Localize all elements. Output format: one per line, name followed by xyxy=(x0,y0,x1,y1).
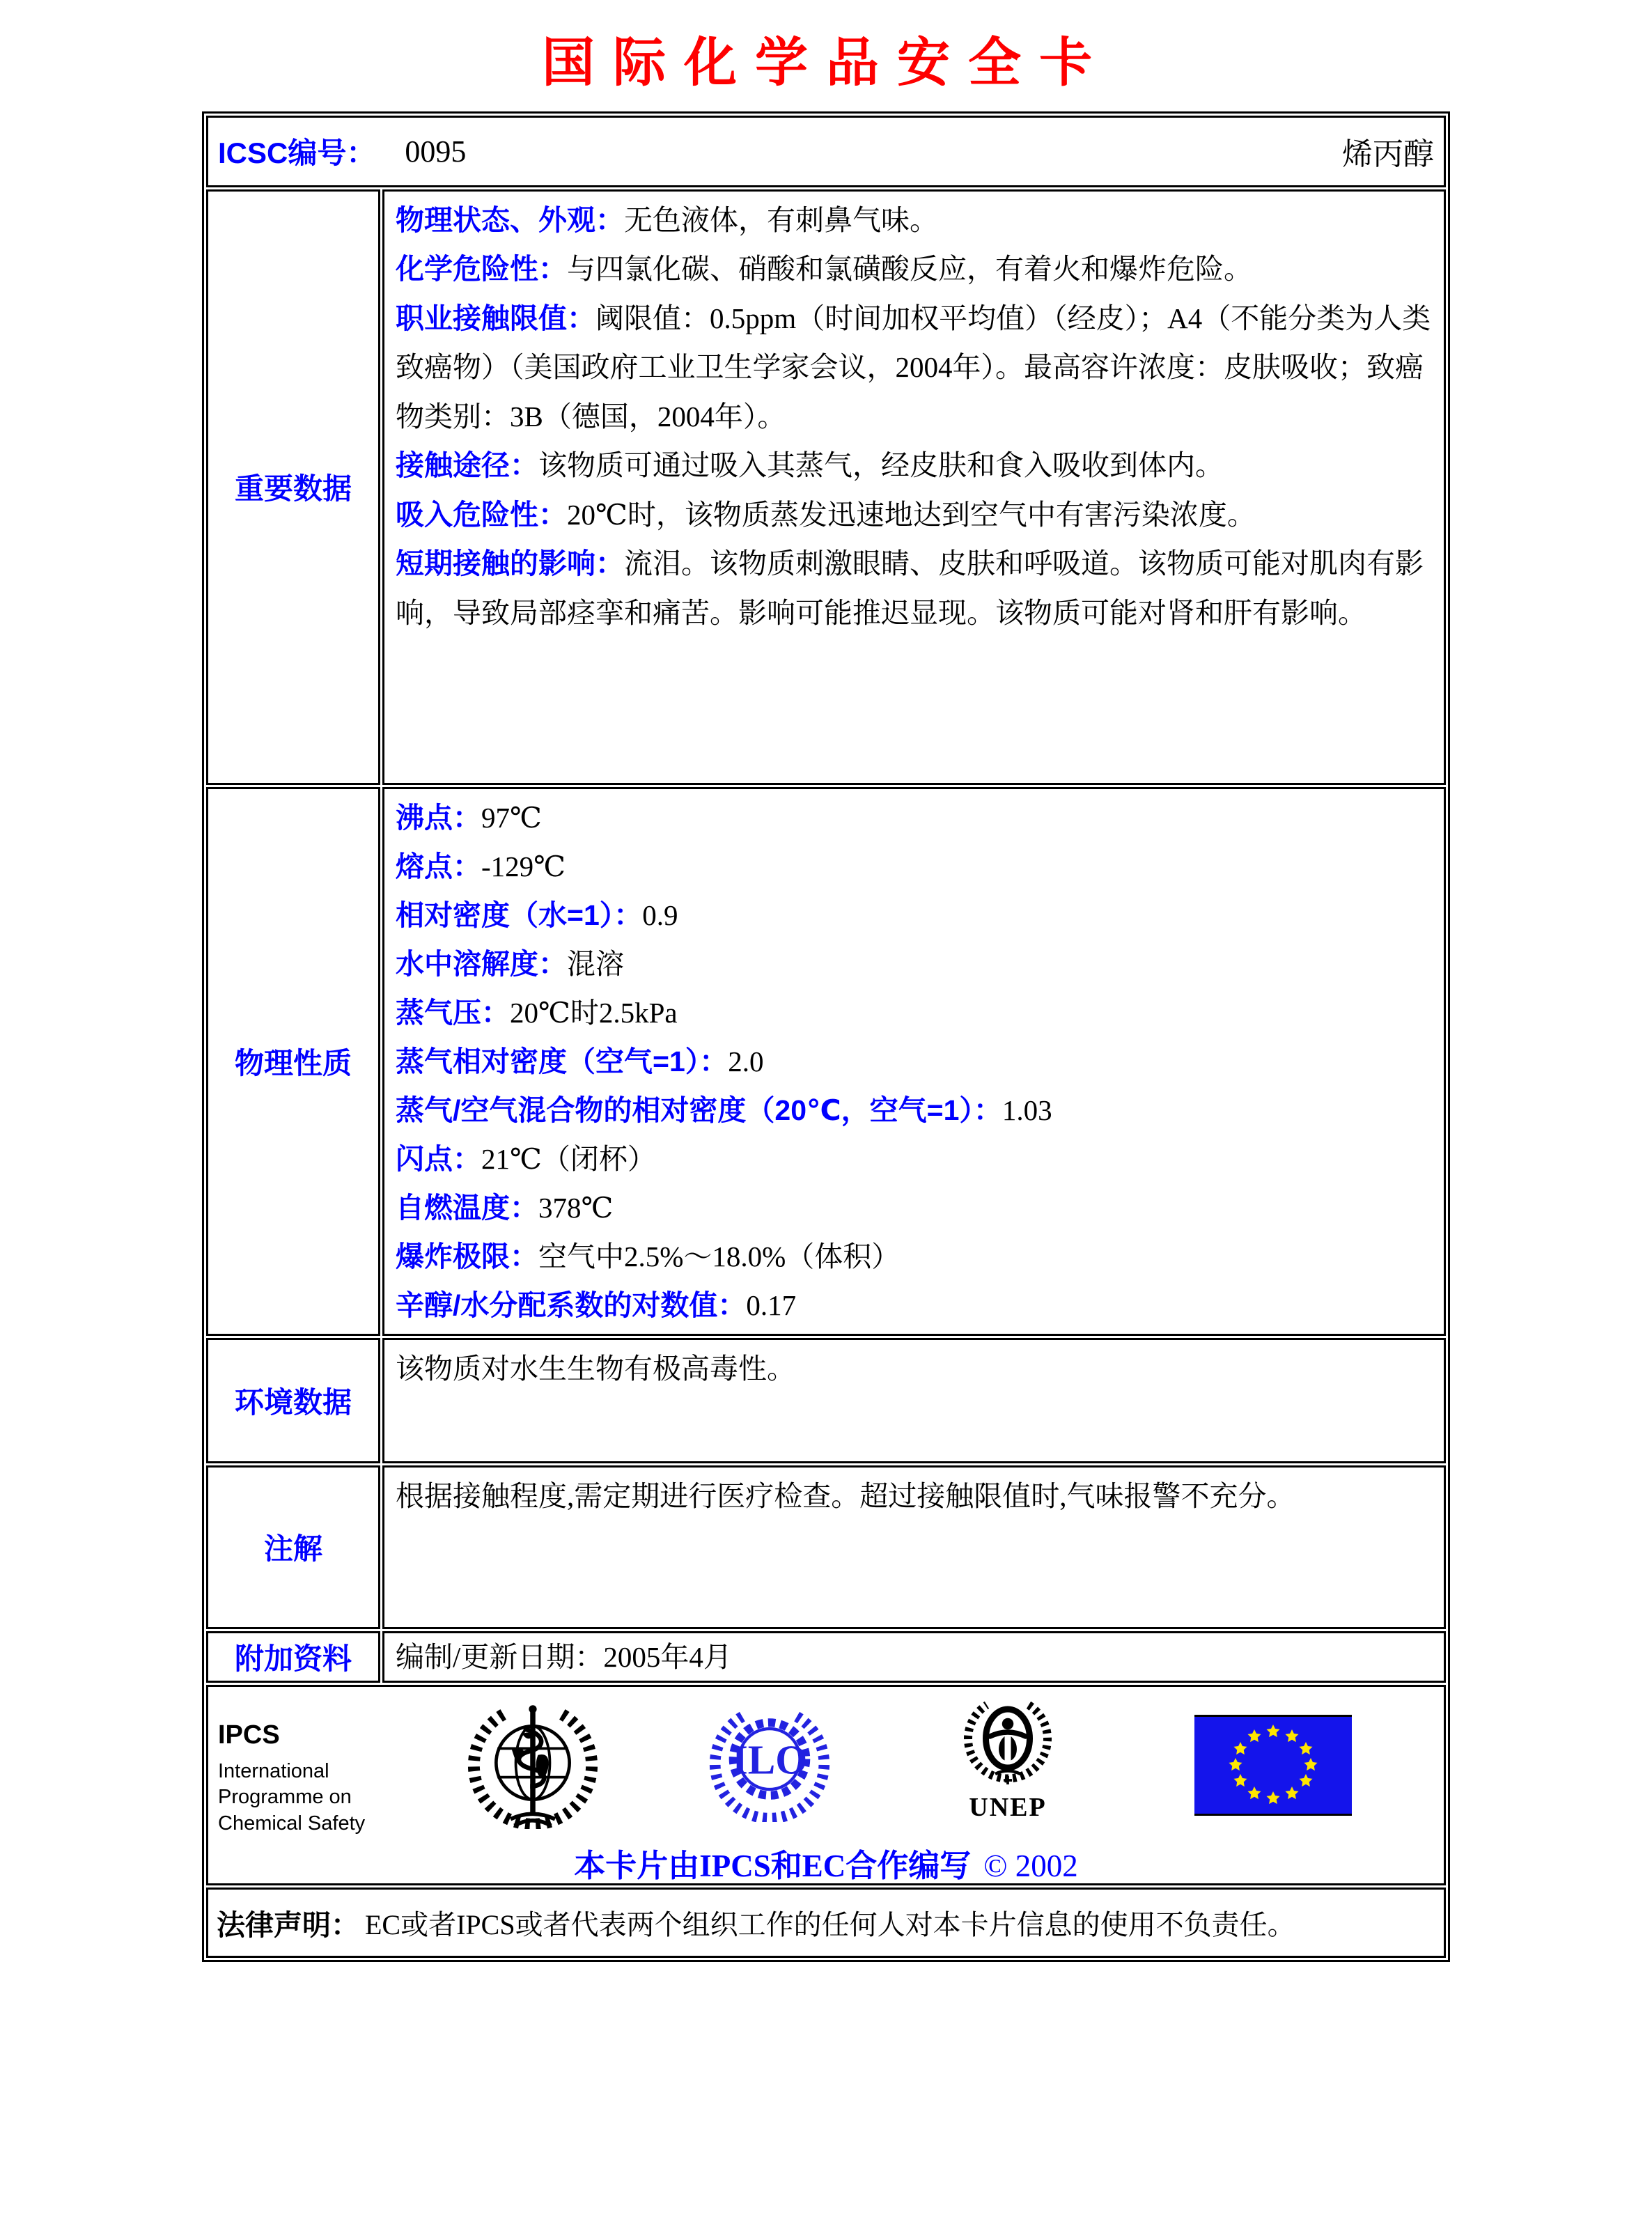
important-item: 职业接触限值：阈限值：0.5ppm（时间加权平均值）（经皮）；A4（不能分类为人类致癌物）（美国政府工业卫生学家会议，2004年）。最高容许浓度：皮肤吸收；致癌物类别：3B（德国，2004年）。 xyxy=(396,302,1431,433)
logos-row xyxy=(206,1685,1446,1885)
ipcs-title: IPCS xyxy=(218,1720,280,1750)
important-data-content xyxy=(382,189,1446,785)
cooperation-caption xyxy=(208,1840,1444,1885)
icsc-number-group xyxy=(218,130,466,172)
who-emblem-icon xyxy=(467,1697,598,1832)
environmental-data-content: 该物质对水生生物有极高毒性。 xyxy=(382,1338,1446,1463)
icsc-card-table xyxy=(202,111,1450,1962)
physical-properties-row xyxy=(206,787,1446,1336)
physical-property: 熔点：-129℃ xyxy=(396,850,566,882)
environmental-data-row xyxy=(206,1338,1446,1463)
physical-property: 蒸气相对密度（空气=1）：2.0 xyxy=(396,1045,764,1077)
section-label-important: 重要数据 xyxy=(206,189,380,785)
important-item: 接触途径：该物质可通过吸入其蒸气，经皮肤和食入吸收到体内。 xyxy=(396,449,1224,482)
section-label-notes: 注解 xyxy=(206,1465,380,1629)
important-item: 物理状态、外观：无色液体，有刺鼻气味。 xyxy=(396,203,938,236)
important-item: 吸入危险性：20℃时，该物质蒸发迅速地达到空气中有害污染浓度。 xyxy=(396,498,1256,531)
physical-property: 蒸气/空气混合物的相对密度（20℃，空气=1）：1.03 xyxy=(396,1093,1052,1126)
important-item: 短期接触的影响：流泪。该物质刺激眼睛、皮肤和呼吸道。该物质可能对肌肉有影响，导致局部痉挛和痛苦。影响可能推迟显现。该物质可能对肾和肝有影响。 xyxy=(396,547,1424,629)
physical-property: 辛醇/水分配系数的对数值：0.17 xyxy=(396,1289,797,1321)
unep-wordmark: UNEP xyxy=(969,1792,1047,1822)
page-title: 国际化学品安全卡 xyxy=(542,34,1110,93)
section-label-physical: 物理性质 xyxy=(206,787,380,1336)
chemical-name: 烯丙醇 xyxy=(1342,137,1434,172)
additional-info-row xyxy=(206,1631,1446,1683)
physical-property: 水中溶解度：混溶 xyxy=(396,947,624,980)
icsc-card xyxy=(202,35,1450,1962)
physical-property: 蒸气压：20℃时2.5kPa xyxy=(396,996,678,1029)
notes-row xyxy=(206,1465,1446,1629)
section-label-environment: 环境数据 xyxy=(206,1338,380,1463)
caption-text: 本卡片由IPCS和EC合作编写 xyxy=(574,1848,972,1883)
unep-emblem-icon xyxy=(945,1697,1070,1823)
important-item: 化学危险性：与四氯化碳、硝酸和氯磺酸反应，有着火和爆炸危险。 xyxy=(396,253,1252,286)
physical-property: 爆炸极限：空气中2.5%～18.0%（体积） xyxy=(396,1240,901,1272)
physical-property: 闪点：21℃（闭杯） xyxy=(396,1142,656,1175)
notes-content: 根据接触程度,需定期进行医疗检查。超过接触限值时,气味报警不充分。 xyxy=(382,1465,1446,1629)
physical-property: 沸点：97℃ xyxy=(396,801,542,834)
physical-property: 相对密度（水=1）：0.9 xyxy=(396,898,678,931)
eu-flag-icon xyxy=(1194,1715,1352,1819)
icsc-number-label: ICSC编号： xyxy=(218,137,376,170)
ilo-emblem-icon xyxy=(707,1701,832,1826)
physical-properties-content xyxy=(382,787,1446,1336)
section-label-additional: 附加资料 xyxy=(206,1631,380,1683)
icsc-number-value: 0095 xyxy=(405,134,467,169)
legal-row xyxy=(206,1888,1446,1958)
legal-notice xyxy=(208,1890,1444,1956)
important-data-row xyxy=(206,189,1446,785)
logos-cell xyxy=(206,1685,1446,1885)
copyright-text: © 2002 xyxy=(983,1848,1078,1883)
additional-info-content: 编制/更新日期：2005年4月 xyxy=(382,1631,1446,1683)
legal-label: 法律声明： xyxy=(217,1908,359,1941)
ilo-letters: ILO xyxy=(731,1736,808,1782)
physical-property: 自燃温度：378℃ xyxy=(396,1191,614,1224)
ipcs-text-block: IPCS International Programme on Chemical Safety xyxy=(218,1720,366,1835)
legal-text: EC或者IPCS或者代表两个组织工作的任何人对本卡片信息的使用不负责任。 xyxy=(365,1908,1295,1940)
header-row xyxy=(206,116,1446,187)
